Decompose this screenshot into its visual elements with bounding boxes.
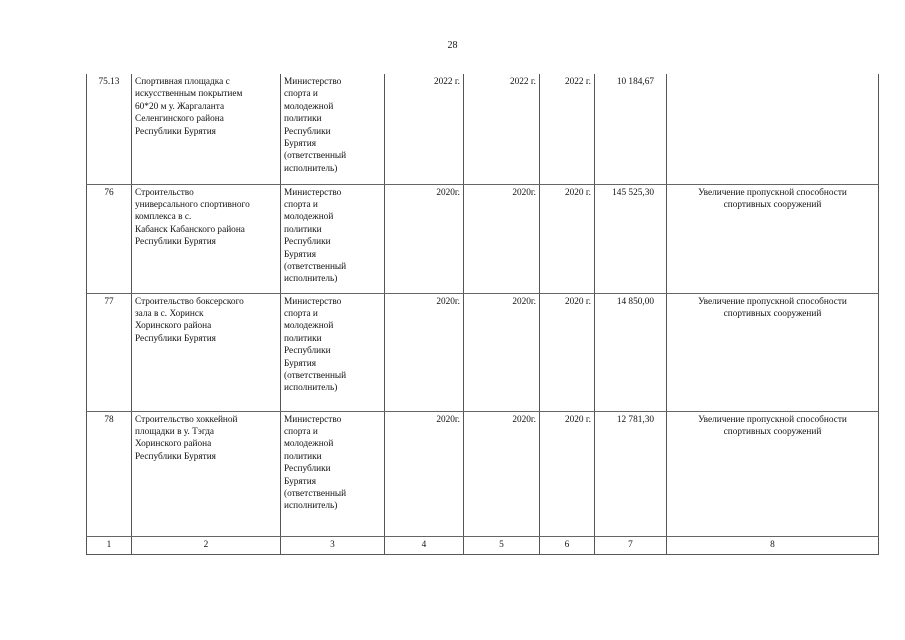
row-number: 75.13 (87, 74, 132, 184)
expected-result (667, 74, 879, 184)
end-year: 2020г. (464, 411, 540, 536)
period-year: 2020 г. (540, 184, 595, 293)
table-row (87, 74, 879, 184)
amount: 14 850,00 (595, 293, 667, 411)
row-number: 77 (87, 293, 132, 411)
start-year: 2020г. (385, 411, 464, 536)
end-year: 2020г. (464, 184, 540, 293)
program-table (86, 74, 879, 555)
table-row (87, 411, 879, 536)
expected-result: Увеличение пропускной способности спортивных сооружений (667, 411, 879, 536)
executor: Министерство спорта и молодежной политики Республики Бурятия (ответственный исполнитель) (281, 293, 385, 411)
table-row (87, 293, 879, 411)
expected-result: Увеличение пропускной способности спортивных сооружений (667, 293, 879, 411)
object-name: Строительство универсального спортивного комплекса в с. Кабанск Кабанского района Республики Бурятия (132, 184, 281, 293)
start-year: 2022 г. (385, 74, 464, 184)
row-number: 78 (87, 411, 132, 536)
end-year: 2020г. (464, 293, 540, 411)
period-year: 2020 г. (540, 293, 595, 411)
column-number: 2 (132, 536, 281, 554)
expected-result: Увеличение пропускной способности спортивных сооружений (667, 184, 879, 293)
object-name: Строительство хоккейной площадки в у. Тэгда Хоринского района Республики Бурятия (132, 411, 281, 536)
object-name: Строительство боксерского зала в с. Хоринск Хоринского района Республики Бурятия (132, 293, 281, 411)
amount: 12 781,30 (595, 411, 667, 536)
executor: Министерство спорта и молодежной политики Республики Бурятия (ответственный исполнитель) (281, 411, 385, 536)
column-number: 8 (667, 536, 879, 554)
period-year: 2022 г. (540, 74, 595, 184)
start-year: 2020г. (385, 184, 464, 293)
column-number: 7 (595, 536, 667, 554)
executor: Министерство спорта и молодежной политики Республики Бурятия (ответственный исполнитель) (281, 184, 385, 293)
end-year: 2022 г. (464, 74, 540, 184)
column-number-row (87, 536, 879, 554)
executor: Министерство спорта и молодежной политики Республики Бурятия (ответственный исполнитель) (281, 74, 385, 184)
period-year: 2020 г. (540, 411, 595, 536)
column-number: 5 (464, 536, 540, 554)
row-number: 76 (87, 184, 132, 293)
column-number: 3 (281, 536, 385, 554)
column-number: 1 (87, 536, 132, 554)
amount: 10 184,67 (595, 74, 667, 184)
table-row (87, 184, 879, 293)
object-name: Спортивная площадка с искусственным покрытием 60*20 м у. Жаргаланта Селенгинского района Республики Бурятия (132, 74, 281, 184)
column-number: 4 (385, 536, 464, 554)
start-year: 2020г. (385, 293, 464, 411)
amount: 145 525,30 (595, 184, 667, 293)
column-number: 6 (540, 536, 595, 554)
page-number: 28 (447, 40, 458, 51)
